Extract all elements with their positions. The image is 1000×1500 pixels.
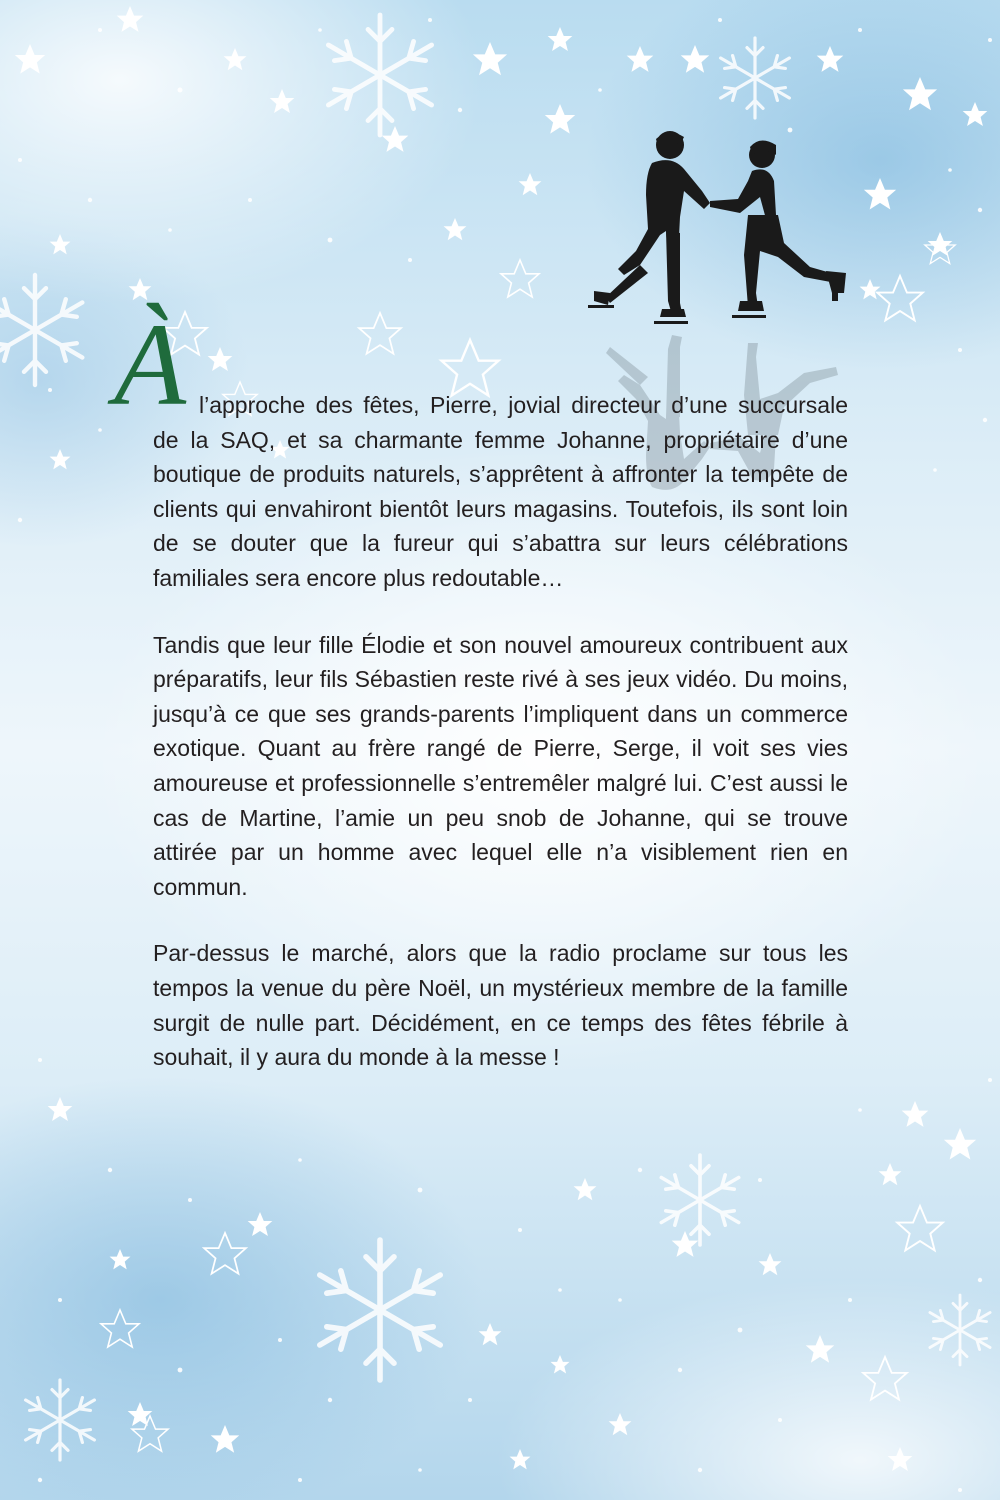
synopsis-text <box>153 388 848 1107</box>
snowflake-icon <box>661 1155 738 1245</box>
snowflake-icon <box>930 1295 990 1365</box>
paragraph-1: l’approche des fêtes, Pierre, jovial directeur d’une succursale de la SAQ, et sa charmante femme Johanne, propriétaire d’une boutique de produits naturels, s’apprêtent à affronter la tempête de clients qui envahiront bientôt leurs magasins. Toutefois, ils sont loin de se douter que la fureur qui s’abattra sur leurs célébrations familiales sera encore plus redoutable… <box>153 392 848 591</box>
paragraph-2: Tandis que leur fille Élodie et son nouvel amoureux contribuent aux préparatifs, leur fils Sébastien reste rivé à ses jeux vidéo. Du moins, jusqu’à ce que ses grands-parents l’impliquent dans un commerce exotique. Quant au frère rangé de Pierre, Serge, il voit ses vies amoureuse et professionnelle s’entremêler malgré lui. C’est aussi le cas de Martine, l’amie un peu snob de Johanne, qui se trouve attirée par un homme avec lequel elle n’a visiblement rien en commun. <box>153 631 848 900</box>
snowflake-icon <box>0 275 82 385</box>
paragraph-3: Par-dessus le marché, alors que la radio proclame sur tous les tempos la venue du père Noël, un mystérieux membre de la famille surgit de nulle part. Décidément, en ce temps des fêtes fébrile à souhait, il y aura du monde à la messe ! <box>153 940 848 1071</box>
snowflake-icon <box>721 38 790 118</box>
snowflake-icon <box>328 15 431 135</box>
snowflake-icon <box>26 1380 95 1460</box>
drop-cap: À <box>113 299 187 430</box>
snowflake-icon <box>320 1240 440 1380</box>
